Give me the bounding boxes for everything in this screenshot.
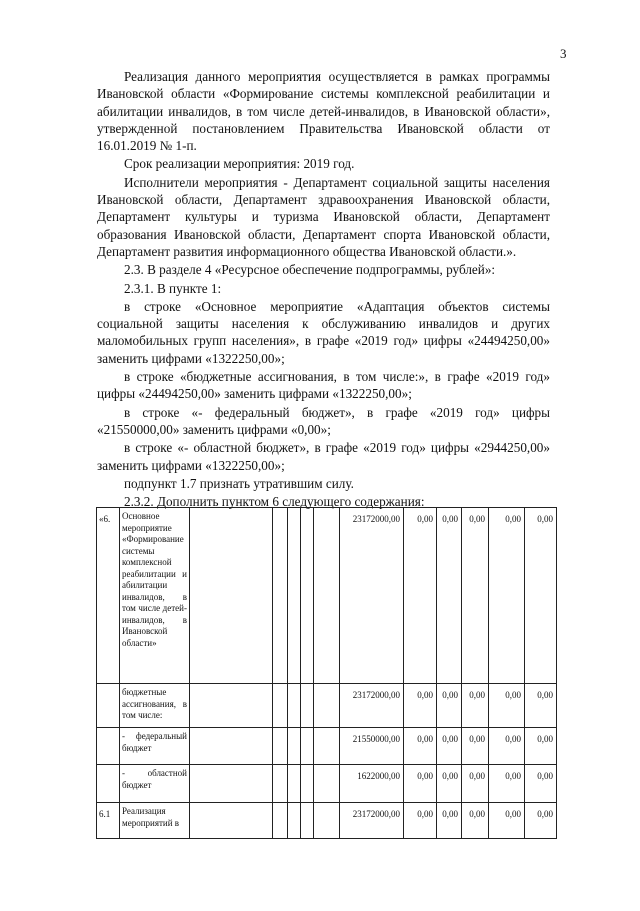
- row-value: 0,00: [404, 684, 437, 728]
- table-row: [97, 728, 557, 765]
- table-row: [97, 765, 557, 803]
- paragraph-federal-row: в строке «- федеральный бюджет», в графе «2019 год» цифры «21550000,00» заменить цифрами «0,00»;: [97, 404, 550, 437]
- row-code: [97, 765, 120, 803]
- row-value: 0,00: [489, 765, 525, 803]
- row-value: 0,00: [404, 508, 437, 684]
- paragraph-item-1: 2.3.1. В пункте 1:: [124, 280, 222, 296]
- row-code: [97, 728, 120, 765]
- row-total: 23172000,00: [340, 803, 404, 839]
- paragraph-add-item-6: 2.3.2. Дополнить пунктом 6 следующего содержания:: [124, 494, 425, 510]
- resource-table: [96, 507, 557, 839]
- row-value: 0,00: [462, 684, 489, 728]
- row-value: 0,00: [525, 508, 557, 684]
- table-row: [97, 803, 557, 839]
- row-code: 6.1: [97, 803, 120, 839]
- paragraph-subitem-void: подпункт 1.7 признать утратившим силу.: [124, 475, 354, 491]
- row-code: «6.: [97, 508, 120, 684]
- row-value: 0,00: [525, 684, 557, 728]
- row-value: 0,00: [525, 728, 557, 765]
- paragraph-section-4: 2.3. В разделе 4 «Ресурсное обеспечение подпрограммы, рублей»:: [124, 262, 496, 278]
- row-name: - областной бюджет: [120, 765, 190, 803]
- row-value: 0,00: [462, 765, 489, 803]
- paragraph-term: Срок реализации мероприятия: 2019 год.: [124, 156, 355, 172]
- row-value: 0,00: [404, 728, 437, 765]
- paragraph-executors: Исполнители мероприятия - Департамент социальной защиты населения Ивановской области, Департамент здравоохранения Ивановской области, Департамент культуры и туризма Ивановской области, Департамент образования Ивановской области, Департамент спорта Ивановской области, Департамент развития информационного общества Ивановской области.».: [97, 174, 550, 259]
- row-value: 0,00: [525, 803, 557, 839]
- row-value: 0,00: [437, 803, 462, 839]
- document-body: [97, 68, 550, 510]
- paragraph-budget-row: в строке «бюджетные ассигнования, в том числе:», в графе «2019 год» цифры «24494250,00» заменить цифрами «1322250,00»;: [97, 369, 550, 402]
- row-total: 1622000,00: [340, 765, 404, 803]
- row-name: Основное мероприятие «Формирование системы комплексной реабилитации и абилитации инвалидов, в том числе детей-инвалидов, в Ивановской области»: [120, 508, 190, 684]
- row-total: 23172000,00: [340, 508, 404, 684]
- row-value: 0,00: [437, 728, 462, 765]
- row-value: 0,00: [462, 508, 489, 684]
- row-name: - федеральный бюджет: [120, 728, 190, 765]
- paragraph-regional-row: в строке «- областной бюджет», в графе «2019 год» цифры «2944250,00» заменить цифрами «1322250,00»;: [97, 440, 550, 473]
- row-value: 0,00: [489, 508, 525, 684]
- row-total: 21550000,00: [340, 728, 404, 765]
- row-value: 0,00: [437, 765, 462, 803]
- table-row: [97, 684, 557, 728]
- row-value: 0,00: [525, 765, 557, 803]
- table-row: [97, 508, 557, 684]
- page-bottom-margin: [96, 851, 556, 911]
- page-number: 3: [560, 46, 567, 61]
- row-value: 0,00: [404, 803, 437, 839]
- paragraph-main-event-row: в строке «Основное мероприятие «Адаптация объектов системы социальной защиты населения к обслуживанию инвалидов и других маломобильных групп населения», в графе «2019 год» цифры «24494250,00» заменить цифрами «1322250,00»;: [97, 298, 550, 366]
- row-value: 0,00: [489, 728, 525, 765]
- row-value: 0,00: [437, 684, 462, 728]
- row-value: 0,00: [489, 684, 525, 728]
- row-value: 0,00: [404, 765, 437, 803]
- row-name: бюджетные ассигнования, в том числе:: [120, 684, 190, 728]
- row-value: 0,00: [437, 508, 462, 684]
- row-value: 0,00: [489, 803, 525, 839]
- row-code: [97, 684, 120, 728]
- row-total: 23172000,00: [340, 684, 404, 728]
- paragraph-implementation: Реализация данного мероприятия осуществляется в рамках программы Ивановской области «Формирование системы комплексной реабилитации и абилитации инвалидов, в том числе детей-инвалидов, в Ивановской области», утвержденной постановлением Правительства Ивановской области от 16.01.2019 № 1-п.: [97, 69, 550, 154]
- row-value: 0,00: [462, 728, 489, 765]
- row-value: 0,00: [462, 803, 489, 839]
- row-name: Реализация мероприятий в: [120, 803, 190, 839]
